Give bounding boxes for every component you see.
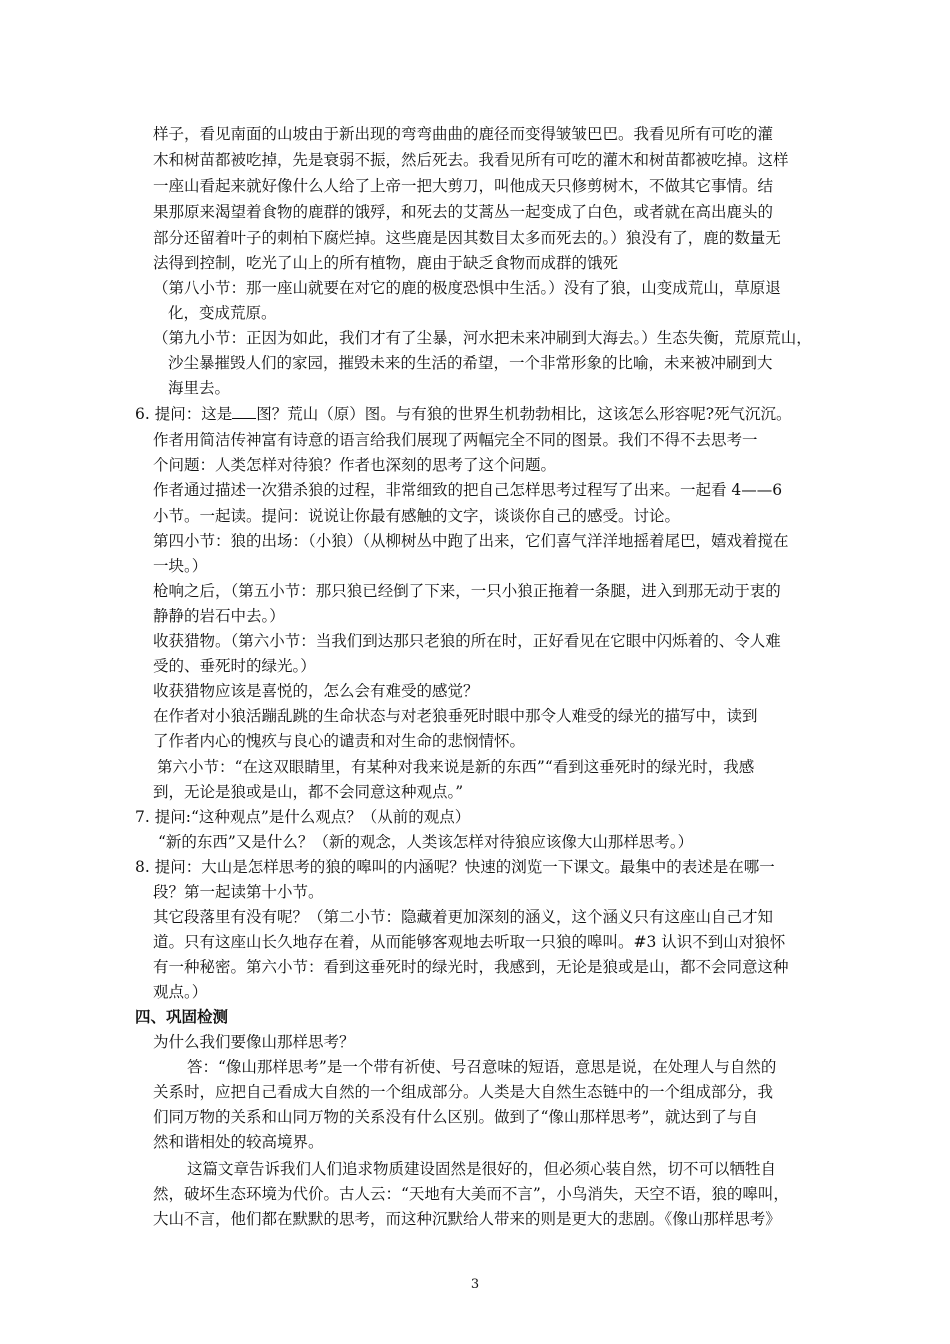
text-line: 其它段落里有没有呢？（第二小节：隐藏着更加深刻的涵义，这个涵义只有这座山自己才知 <box>153 908 774 926</box>
text-line: 们同万物的关系和山同万物的关系没有什么区别。做到了“像山那样思考”，就达到了与自 <box>153 1108 758 1126</box>
text-line: 个问题：人类怎样对待狼？作者也深刻的思考了这个问题。 <box>153 456 557 474</box>
text-line: 枪响之后，（第五小节：那只狼已经倒了下来，一只小狼正拖着一条腿，进入到那无动于衷的 <box>153 582 781 600</box>
text-line: 第四小节：狼的出场：（小狼）（从柳树丛中跑了出来，它们喜气洋洋地摇着尾巴，嬉戏着搅在 <box>153 532 789 550</box>
text-line: 沙尘暴摧毁人们的家园，摧毁未来的生活的希望，一个非常形象的比喻，未来被冲刷到大 <box>168 354 773 372</box>
question-6-prefix: 6. 提问：这是 <box>135 405 233 423</box>
text-line: 作者用简洁传神富有诗意的语言给我们展现了两幅完全不同的图景。我们不得不去思考一 <box>153 431 758 449</box>
text-line: 了作者内心的愧疚与良心的谴责和对生命的悲悯情怀。 <box>153 732 526 750</box>
text-line: 果那原来渴望着食物的鹿群的饿殍，和死去的艾蒿丛一起变成了白色，或者就在高出鹿头的 <box>153 203 774 221</box>
text-line: 到，无论是狼或是山，都不会同意这种观点。” <box>153 783 464 801</box>
text-line: 受的、垂死时的绿光。） <box>153 657 316 675</box>
section-heading: 四、巩固检测 <box>135 1008 229 1026</box>
text-line: 法得到控制，吃光了山上的所有植物，鹿由于缺乏食物而成群的饿死 <box>153 254 619 272</box>
text-line: 化，变成荒原。 <box>168 304 277 322</box>
text-line: 一座山看起来就好像什么人给了上帝一把大剪刀，叫他成天只修剪树木，不做其它事情。结 <box>153 177 774 195</box>
text-line: “新的东西”又是什么？（新的观念，人类该怎样对待狼应该像大山那样思考。） <box>158 833 694 851</box>
text-line: 收获猎物。（第六小节：当我们到达那只老狼的所在时，正好看见在它眼中闪烁着的、令人难 <box>153 632 781 650</box>
text-line: 段？第一起读第十小节。 <box>153 883 324 901</box>
text-line: 木和树苗都被吃掉，先是衰弱不振，然后死去。我看见所有可吃的灌木和树苗都被吃掉。这样 <box>153 151 789 169</box>
text-line: 观点。） <box>153 983 208 1001</box>
text-line: 关系时，应把自己看成大自然的一个组成部分。人类是大自然生态链中的一个组成部分，我 <box>153 1083 774 1101</box>
text-line: 海里去。 <box>168 379 231 397</box>
text-line: 为什么我们要像山那样思考？ <box>153 1033 355 1051</box>
text-line: 一块。） <box>153 557 208 575</box>
text-line: 作者通过描述一次猎杀狼的过程，非常细致的把自己怎样思考过程写了出来。一起看 4——6 <box>153 481 783 499</box>
question-8-line: 8. 提问：大山是怎样思考的狼的嗥叫的内涵呢？快速的浏览一下课文。最集中的表述是在哪一 <box>135 858 775 876</box>
text-line: 然和谐相处的较高境界。 <box>153 1133 324 1151</box>
text-line: 然，破坏生态环境为代价。古人云：“天地有大美而不言”，小鸟消失，天空不语，狼的嗥叫， <box>153 1185 789 1203</box>
question-6-line <box>135 404 792 424</box>
text-line: 答：“像山那样思考”是一个带有祈使、号召意味的短语，意思是说，在处理人与自然的 <box>187 1058 777 1076</box>
fill-in-blank <box>232 404 256 419</box>
text-line: 收获猎物应该是喜悦的，怎么会有难受的感觉？ <box>153 682 479 700</box>
text-line: 有一种秘密。第六小节：看到这垂死时的绿光时，我感到，无论是狼或是山，都不会同意这种 <box>153 958 789 976</box>
text-line: 道。只有这座山长久地存在着，从而能够客观地去听取一只狼的嗥叫。#3 认识不到山对狼怀 <box>153 933 786 951</box>
text-line: 在作者对小狼活蹦乱跳的生命状态与对老狼垂死时眼中那令人难受的绿光的描写中，读到 <box>153 707 758 725</box>
text-line: 部分还留着叶子的刺柏下腐烂掉。这些鹿是因其数目太多而死去的。）狼没有了，鹿的数量无 <box>153 229 781 247</box>
text-line: 小节。一起读。提问：说说让你最有感触的文字，谈谈你自己的感受。讨论。 <box>153 507 681 525</box>
text-line: 样子，看见南面的山坡由于新出现的弯弯曲曲的鹿径而变得皱皱巴巴。我看见所有可吃的灌 <box>153 125 774 143</box>
text-line: 这篇文章告诉我们人们追求物质建设固然是很好的，但必须心装自然，切不可以牺牲自 <box>187 1160 777 1178</box>
page-number: 3 <box>470 1277 480 1292</box>
text-line: （第九小节：正因为如此，我们才有了尘暴，河水把未来冲刷到大海去。）生态失衡，荒原荒山， <box>153 329 812 347</box>
text-line: 大山不言，他们都在默默的思考，而这种沉默给人带来的则是更大的悲剧。《像山那样思考》 <box>153 1210 781 1228</box>
text-line: 静静的岩石中去。） <box>153 607 285 625</box>
question-7-line: 7. 提问:“这种观点”是什么观点？（从前的观点） <box>135 808 471 826</box>
text-line: 第六小节：“在这双眼睛里，有某种对我来说是新的东西”“看到这垂死时的绿光时，我感 <box>157 758 755 776</box>
text-line: （第八小节：那一座山就要在对它的鹿的极度恐惧中生活。）没有了狼，山变成荒山，草原退 <box>153 279 781 297</box>
question-6-rest: 图？荒山（原）图。与有狼的世界生机勃勃相比，这该怎么形容呢?死气沉沉。 <box>256 405 792 423</box>
